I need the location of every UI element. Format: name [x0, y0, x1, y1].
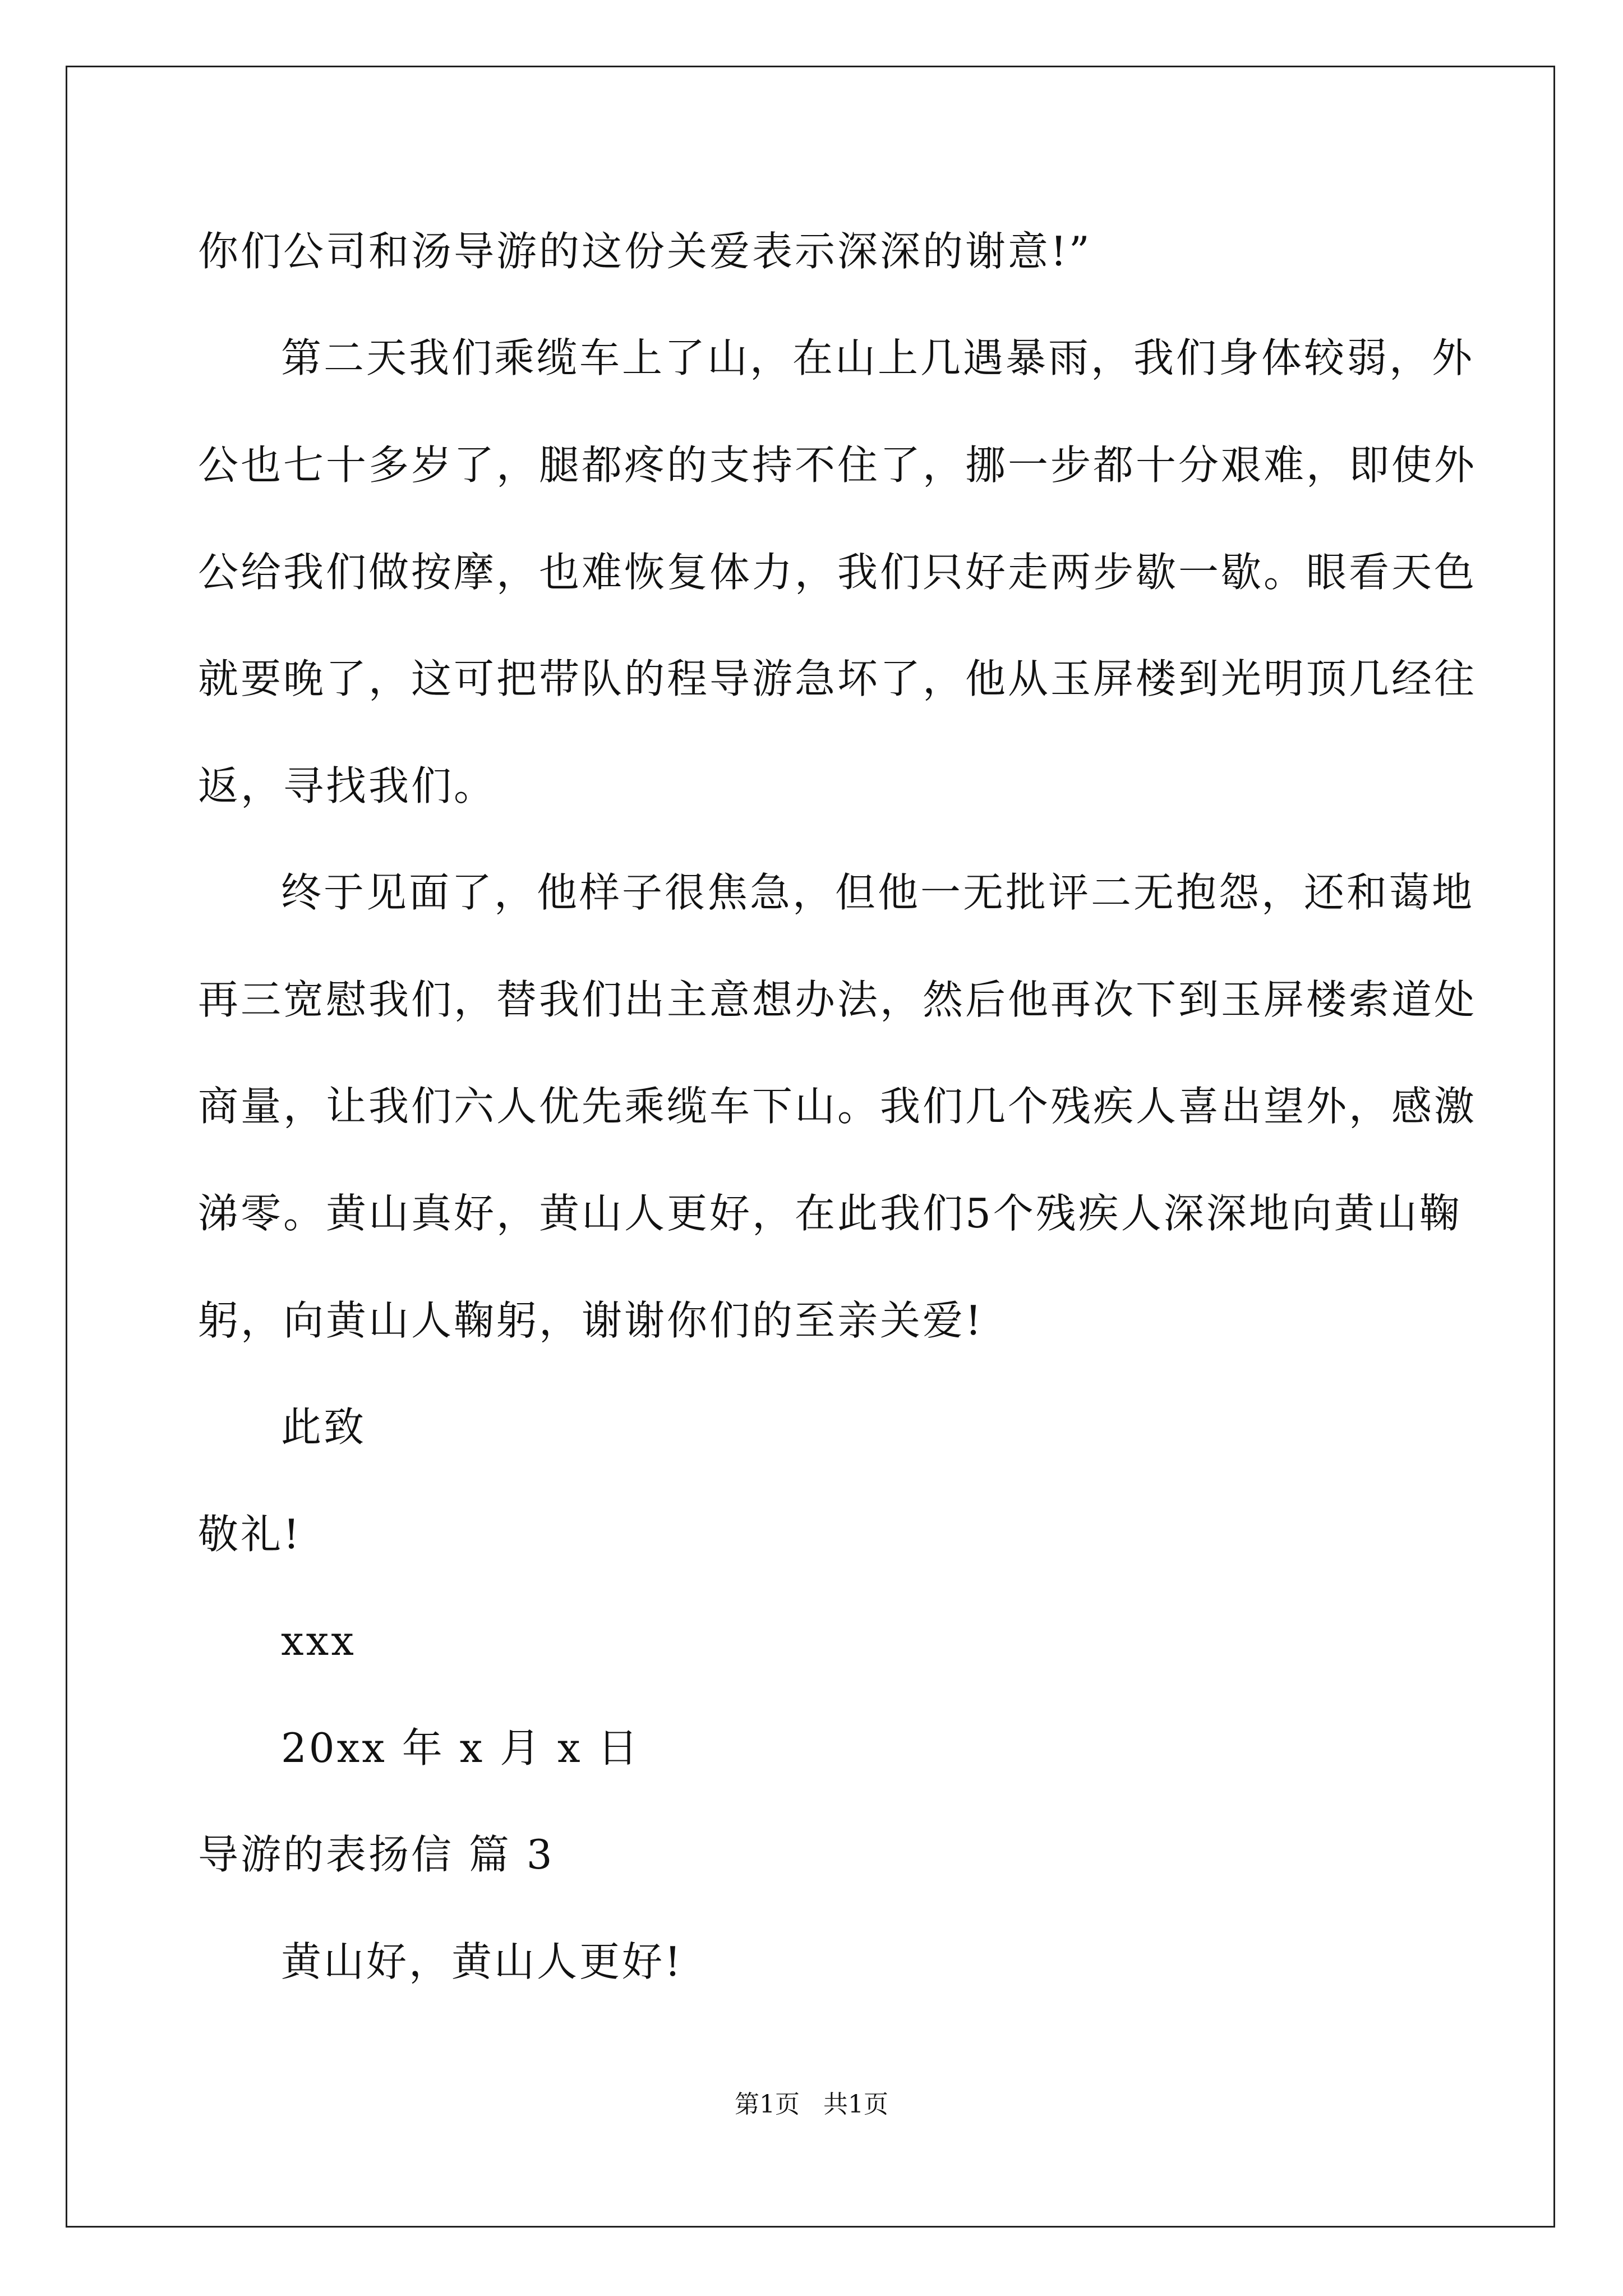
signature-name: xxx — [281, 1617, 356, 1664]
signature-date: 20xx 年 x 月 x 日 — [281, 1724, 640, 1772]
paragraph-line: 就要晚了，这可把带队的程导游急坏了，他从玉屏楼到光明顶几经往 — [198, 655, 1477, 702]
paragraph-line: 终于见面了，他样子很焦急，但他一无批评二无抱怨，还和蔼地 — [281, 869, 1475, 916]
paragraph-line: 你们公司和汤导游的这份关爱表示深深的谢意!” — [198, 228, 1092, 275]
paragraph-line: 涕零。黄山真好，黄山人更好，在此我们5个残疾人深深地向黄山鞠 — [198, 1190, 1462, 1237]
paragraph-line: 公也七十多岁了，腿都疼的支持不住了，挪一步都十分艰难，即使外 — [198, 441, 1477, 489]
closing-salutation: 此致 — [281, 1404, 367, 1451]
paragraph-line: 再三宽慰我们，替我们出主意想办法，然后他再次下到玉屏楼索道处 — [198, 976, 1477, 1023]
page-frame — [66, 66, 1555, 2228]
paragraph-line: 第二天我们乘缆车上了山，在山上几遇暴雨，我们身体较弱，外 — [281, 334, 1475, 381]
page-number-footer: 第1页 共1页 — [735, 2090, 888, 2119]
closing-regards: 敬礼! — [198, 1511, 302, 1558]
paragraph-line: 商量，让我们六人优先乘缆车下山。我们几个残疾人喜出望外，感激 — [198, 1083, 1477, 1130]
paragraph-line: 黄山好，黄山人更好! — [281, 1938, 683, 1985]
paragraph-line: 返，寻找我们。 — [198, 762, 497, 809]
paragraph-line: 躬，向黄山人鞠躬，谢谢你们的至亲关爱! — [198, 1297, 984, 1344]
section-heading: 导游的表扬信 篇 3 — [198, 1831, 555, 1878]
paragraph-line: 公给我们做按摩，也难恢复体力，我们只好走两步歇一歇。眼看天色 — [198, 549, 1477, 596]
